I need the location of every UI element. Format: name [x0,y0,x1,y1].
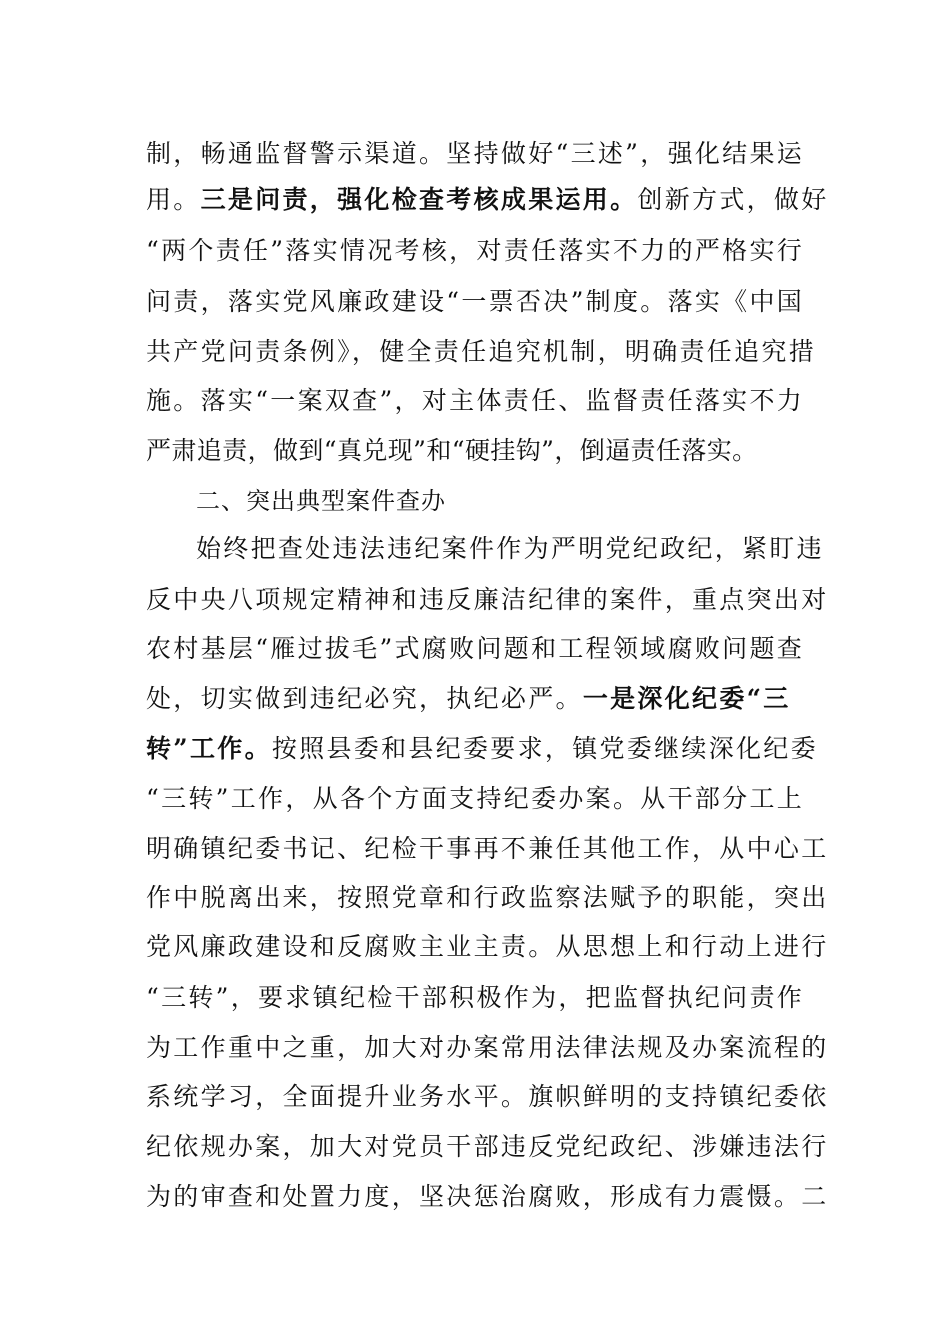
text-segment: 问责，落实党风廉政建设“一票否决”制度。落实《中国 [146,287,805,316]
text-line [146,1077,829,1117]
text-segment: 为工作重中之重，加大对办案常用法律法规及办案流程的 [146,1033,829,1062]
heading-text: 二、突出典型案件查办 [196,487,446,515]
text-segment: “两个责任”落实情况考核，对责任落实不力的严格实行 [146,236,805,265]
text-line [146,978,806,1018]
text-line [146,829,829,869]
text-line [146,679,806,719]
text-line [146,1177,829,1217]
text-line [146,282,806,322]
bold-text-segment: 三是问责，强化检查考核成果运用。 [200,185,638,214]
text-segment: 始终把查处违法违纪案件作为严明党纪政纪，紧盯违 [196,534,824,563]
text-line [146,381,806,421]
text-segment: 处，切实做到违纪必究，执纪必严。 [146,684,583,713]
text-line [146,878,829,918]
text-line [146,1028,829,1068]
text-line [146,231,806,271]
text-segment: 共产党问责条例》，健全责任追究机制，明确责任追究措 [146,337,817,366]
text-segment: 严肃追责，做到“真兑现”和“硬挂钩”，倒逼责任落实。 [146,436,758,465]
text-segment: 反中央八项规定精神和违反廉洁纪律的案件，重点突出对 [146,585,829,614]
text-segment: 党风廉政建设和反腐败主业主责。从思想上和行动上进行 [146,932,829,961]
text-segment: 为的审查和处置力度，坚决惩治腐败，形成有力震慑。二 [146,1182,829,1211]
bold-text-segment: 转”工作。 [146,734,272,763]
text-segment: 系统学习，全面提升业务水平。旗帜鲜明的支持镇纪委依 [146,1082,829,1111]
text-segment: 纪依规办案，加大对党员干部违反党纪政纪、涉嫌违法行 [146,1132,829,1161]
text-line [196,529,824,569]
text-line [146,332,817,372]
text-segment: 用。 [146,185,201,214]
text-line [146,431,806,471]
text-segment: “三转”工作，从各个方面支持纪委办案。从干部分工上 [146,784,805,813]
text-segment: 施。落实“一案双查”，对主体责任、监督责任落实不力 [146,386,805,415]
text-line [146,729,818,769]
text-line [146,1127,829,1167]
text-line [146,180,829,220]
text-segment: 创新方式，做好 [637,185,829,214]
text-line [146,134,806,174]
bold-text-segment: 一是深化纪委“三 [582,684,791,713]
text-segment: “三转”，要求镇纪检干部积极作为，把监督执纪问责作 [146,983,805,1012]
text-segment: 制，畅通监督警示渠道。坚持做好“三述”，强化结果运 [146,139,805,168]
text-line [146,927,829,967]
text-line [146,629,806,669]
section-heading [196,481,446,521]
text-segment: 按照县委和县纪委要求，镇党委继续深化纪委 [271,734,818,763]
text-segment: 作中脱离出来，按照党章和行政监察法赋予的职能，突出 [146,883,829,912]
text-segment: 农村基层“雁过拔毛”式腐败问题和工程领域腐败问题查 [146,634,805,663]
text-segment: 明确镇纪委书记、纪检干事再不兼任其他工作，从中心工 [146,834,829,863]
text-line [146,779,806,819]
text-line [146,580,829,620]
